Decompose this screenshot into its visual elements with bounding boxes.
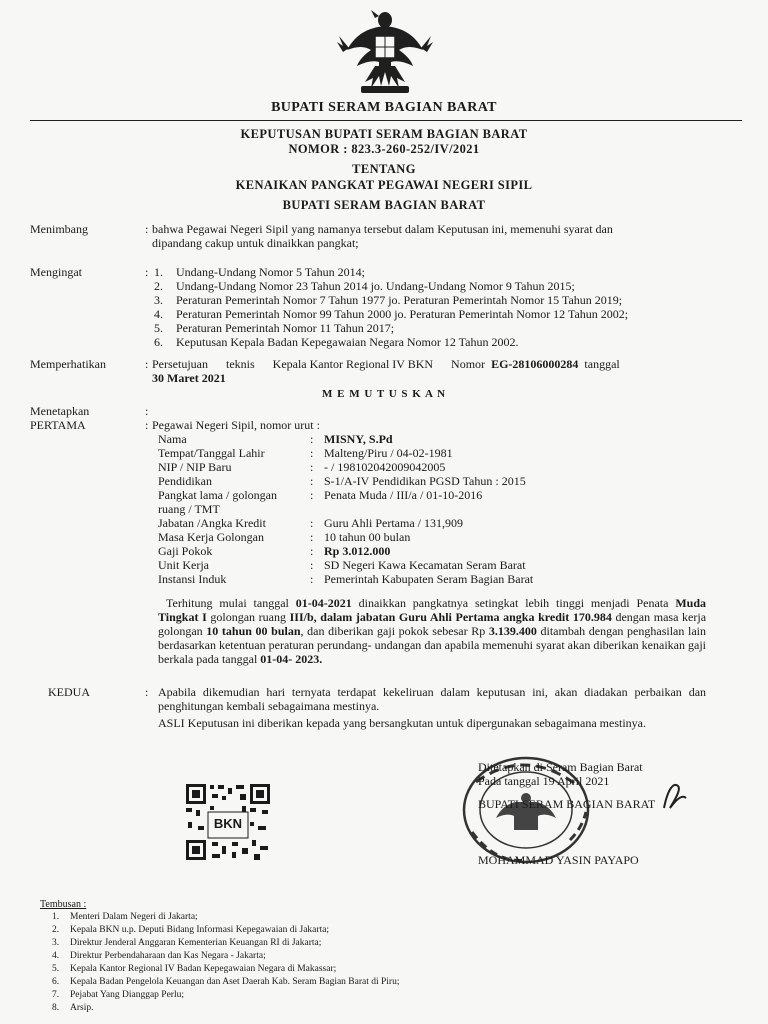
- signature-date: Pada tanggal 19 April 2021: [478, 774, 610, 788]
- menetapkan-label: Menetapkan: [30, 404, 90, 418]
- mengingat-item: 6. Keputusan Kepala Badan Kepegawaian Negara Nomor 12 Tahun 2002.: [154, 335, 519, 349]
- tembusan-item: 5. Kepala Kantor Regional IV Badan Kepegawaian Negara di Makassar;: [52, 964, 337, 974]
- mengingat-item: 4. Peraturan Pemerintah Nomor 99 Tahun 2000 jo. Peraturan Pemerintah Nomor 12 Tahun 2002;: [154, 307, 629, 321]
- garuda-emblem-icon: [335, 6, 435, 98]
- about-heading: TENTANG: [352, 162, 416, 176]
- tembusan-item: 8. Arsip.: [52, 1003, 94, 1013]
- mengingat-item: 1. Undang-Undang Nomor 5 Tahun 2014;: [154, 265, 365, 279]
- field-row: Gaji Pokok : Rp 3.012.000: [158, 544, 391, 558]
- field-row: Pangkat lama / golongan : Penata Muda / III/a / 01-10-2016: [158, 488, 483, 502]
- decree-subject: KENAIKAN PANGKAT PEGAWAI NEGERI SIPIL: [235, 178, 533, 192]
- pertama-label: PERTAMA: [30, 418, 86, 432]
- field-row: NIP / NIP Baru : - / 198102042009042005: [158, 460, 446, 474]
- signatory-name: MOHAMMAD YASIN PAYAPO: [478, 853, 639, 867]
- tembusan-item: 7. Pejabat Yang Dianggap Perlu;: [52, 990, 184, 1000]
- colon: :: [145, 222, 149, 236]
- kedua-text: Apabila dikemudian hari ternyata terdapat kekeliruan dalam keputusan ini, akan diadakan perbaikan dan penghitungan kembali sebagaimana mestinya.: [158, 685, 707, 713]
- signature-office: BUPATI SERAM BAGIAN BARAT: [478, 797, 656, 811]
- memperhatikan-label: Memperhatikan: [30, 357, 106, 371]
- field-row: ruang / TMT: [158, 502, 220, 516]
- decree-title: KEPUTUSAN BUPATI SERAM BAGIAN BARAT: [240, 127, 528, 141]
- asli-text: ASLI Keputusan ini diberikan kepada yang bersangkutan untuk dipergunakan sebagaimana mestinya.: [158, 716, 646, 730]
- field-row: Jabatan /Angka Kredit : Guru Ahli Pertama / 131,909: [158, 516, 463, 530]
- field-row: Masa Kerja Golongan : 10 tahun 00 bulan: [158, 530, 411, 544]
- memperhatikan-text-1: Persetujuan teknis Kepala Kantor Regional IV BKN Nomor EG-28106000284 tanggal: [152, 357, 620, 371]
- colon: :: [145, 685, 149, 699]
- mengingat-item: 2. Undang-Undang Nomor 23 Tahun 2014 jo. Undang-Undang Nomor 9 Tahun 2015;: [154, 279, 575, 293]
- header-rule: [30, 120, 742, 121]
- colon: :: [145, 404, 149, 418]
- field-row: Tempat/Tanggal Lahir : Malteng/Piru / 04-02-1981: [158, 446, 453, 460]
- mengingat-label: Mengingat: [30, 265, 82, 279]
- kedua-label: KEDUA: [48, 685, 90, 699]
- signature-place: Ditetapkan di Seram Bagian Barat: [478, 760, 643, 774]
- mengingat-item: 3. Peraturan Pemerintah Nomor 7 Tahun 1977 jo. Peraturan Pemerintah Nomor 15 Tahun 2019;: [154, 293, 623, 307]
- memutuskan-heading: M E M U T U S K A N: [321, 388, 447, 400]
- field-row: Nama : MISNY, S.Pd: [158, 432, 393, 446]
- menimbang-label: Menimbang: [30, 222, 88, 236]
- pertama-body: Terhitung mulai tanggal 01-04-2021 dinaikkan pangkatnya setingkat lebih tinggi menjadi Penata Muda Tingkat I golongan ruang III/b, dalam jabatan Guru Ahli Pertama angka kredit 170.984 dengan masa kerja golongan 10 tahun 00 bulan, dan diberikan gaji pokok sebesar Rp 3.139.400 ditambah dengan penghasilan lain berdasarkan ketentuan peraturan perundang- undangan dan apabila memenuhi syarat akan diberikan kenaikan gaji berkala pada tanggal 01-04- 2023.: [158, 596, 707, 666]
- tembusan-item: 3. Direktur Jenderal Anggaran Kementerian Keuangan RI di Jakarta;: [52, 938, 322, 948]
- field-row: Pendidikan : S-1/A-IV Pendidikan PGSD Tahun : 2015: [158, 474, 526, 488]
- tembusan-item: 1. Menteri Dalam Negeri di Jakarta;: [52, 912, 198, 922]
- colon: :: [145, 418, 149, 432]
- tembusan-item: 4. Direktur Perbendaharaan dan Kas Negara - Jakarta;: [52, 951, 266, 961]
- memperhatikan-text-2: 30 Maret 2021: [152, 371, 226, 385]
- tembusan-item: 6. Kepala Badan Pengelola Keuangan dan Aset Daerah Kab. Seram Bagian Barat di Piru;: [52, 977, 400, 987]
- tembusan-item: 2. Kepala BKN u.p. Deputi Bidang Informasi Kepegawaian di Jakarta;: [52, 925, 330, 935]
- pertama-intro: Pegawai Negeri Sipil, nomor urut :: [152, 418, 320, 432]
- colon: :: [145, 265, 149, 279]
- qr-bkn-label: BKN: [213, 816, 243, 831]
- regent-title: BUPATI SERAM BAGIAN BARAT: [271, 100, 497, 115]
- mengingat-item: 5. Peraturan Pemerintah Nomor 11 Tahun 2017;: [154, 321, 395, 335]
- menimbang-text-2: dipandang cakup untuk dinaikkan pangkat;: [152, 236, 359, 250]
- decree-issuer: BUPATI SERAM BAGIAN BARAT: [282, 198, 486, 212]
- tembusan-label: Tembusan :: [40, 899, 87, 910]
- field-row: Instansi Induk : Pemerintah Kabupaten Seram Bagian Barat: [158, 572, 534, 586]
- signature-icon: [660, 778, 690, 814]
- decree-number: NOMOR : 823.3-260-252/IV/2021: [288, 142, 480, 156]
- menimbang-text-1: bahwa Pegawai Negeri Sipil yang namanya tersebut dalam Keputusan ini, memenuhi syarat dan: [152, 222, 613, 236]
- field-row: Unit Kerja : SD Negeri Kawa Kecamatan Seram Barat: [158, 558, 526, 572]
- colon: :: [145, 357, 149, 371]
